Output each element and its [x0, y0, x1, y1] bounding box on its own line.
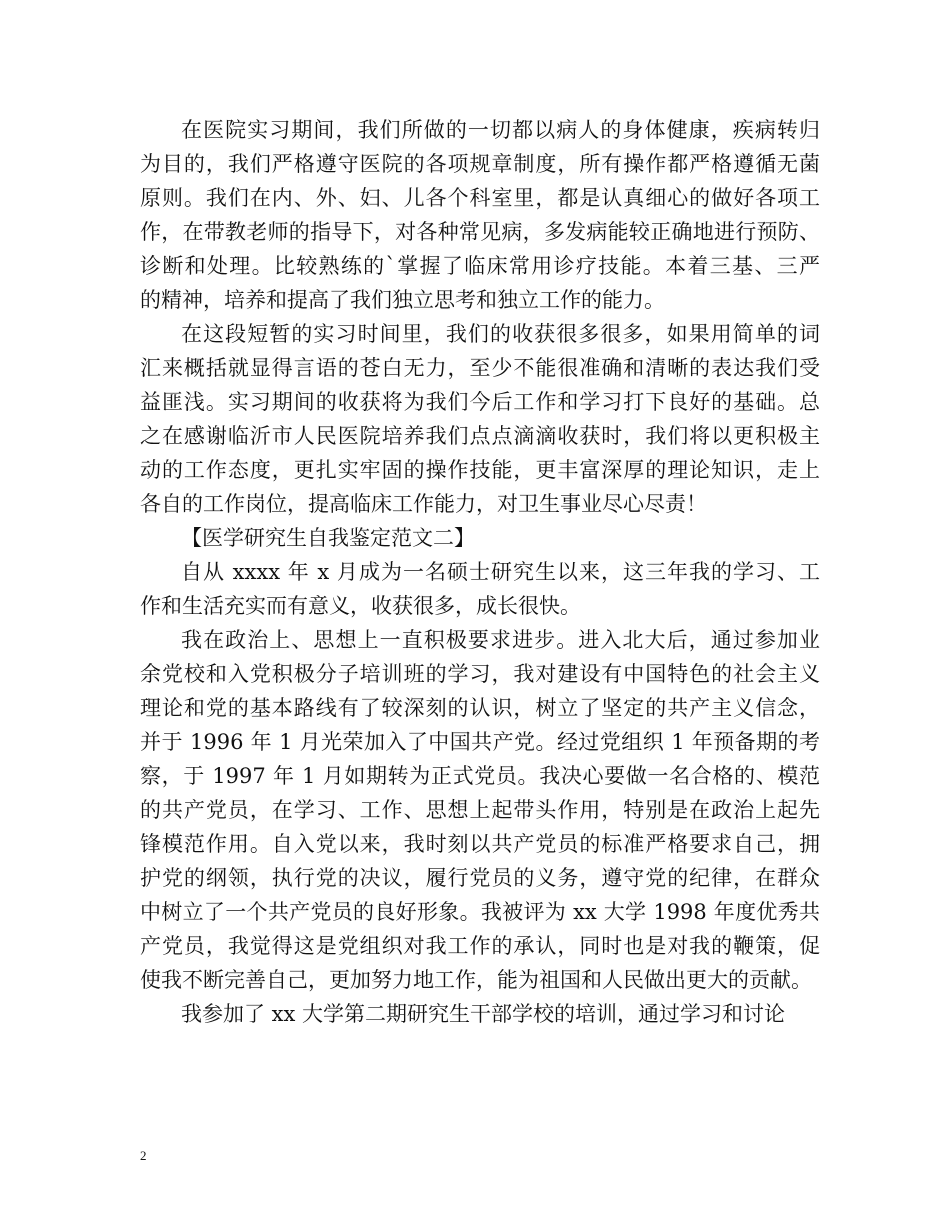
paragraph-line: 我在政治上、思想上一直积极要求进步。进入北大后，通过参加业 [181, 628, 820, 652]
paragraph-line: 动的工作态度，更扎实牢固的操作技能，更丰富深厚的理论知识，走上 [140, 458, 820, 482]
paragraph-line: 之在感谢临沂市人民医院培养我们点点滴滴收获时，我们将以更积极主 [140, 424, 820, 448]
paragraph-line: 各自的工作岗位，提高临床工作能力，对卫生事业尽心尽责！ [140, 492, 707, 516]
paragraph-line: 汇来概括就显得言语的苍白无力，至少不能很准确和清晰的表达我们受 [140, 356, 820, 380]
paragraph-line: 的精神，培养和提高了我们独立思考和独立工作的能力。 [140, 288, 665, 312]
paragraph-line: 护党的纲领，执行党的决议，履行党员的义务，遵守党的纪律，在群众 [140, 866, 820, 890]
paragraph-line: 理论和党的基本路线有了较深刻的认识，树立了坚定的共产主义信念， [140, 696, 820, 720]
paragraph-line: 我参加了 xx 大学第二期研究生干部学校的培训，通过学习和讨论 [181, 1002, 786, 1026]
section-heading: 【医学研究生自我鉴定范文二】 [181, 526, 475, 550]
paragraph-line: 在这段短暂的实习时间里，我们的收获很多很多，如果用简单的词 [181, 322, 820, 346]
paragraph-line: 自从 xxxx 年 x 月成为一名硕士研究生以来，这三年我的学习、工 [181, 560, 820, 584]
paragraph-line: 原则。我们在内、外、妇、儿各个科室里，都是认真细心的做好各项工 [140, 186, 820, 210]
paragraph-line: 使我不断完善自己，更加努力地工作，能为祖国和人民做出更大的贡献。 [140, 968, 812, 992]
paragraph-line: 在医院实习期间，我们所做的一切都以病人的身体健康，疾病转归 [181, 118, 820, 142]
paragraph-line: 锋模范作用。自入党以来，我时刻以共产党员的标准严格要求自己，拥 [140, 832, 820, 856]
paragraph-line: 的共产党员，在学习、工作、思想上起带头作用，特别是在政治上起先 [140, 798, 820, 822]
paragraph-line: 为目的，我们严格遵守医院的各项规章制度，所有操作都严格遵循无菌 [140, 152, 820, 176]
paragraph-line: 余党校和入党积极分子培训班的学习，我对建设有中国特色的社会主义 [140, 662, 820, 686]
paragraph-line: 作，在带教老师的指导下，对各种常见病，多发病能较正确地进行预防、 [140, 220, 820, 244]
paragraph-line: 益匪浅。实习期间的收获将为我们今后工作和学习打下良好的基础。总 [140, 390, 820, 414]
page-number: 2 [140, 1148, 147, 1163]
paragraph-line: 察，于 1997 年 1 月如期转为正式党员。我决心要做一名合格的、模范 [140, 764, 820, 788]
paragraph-line: 作和生活充实而有意义，收获很多，成长很快。 [140, 594, 581, 618]
paragraph-line: 中树立了一个共产党员的良好形象。我被评为 xx 大学 1998 年度优秀共 [140, 900, 820, 924]
paragraph-line: 产党员，我觉得这是党组织对我工作的承认，同时也是对我的鞭策，促 [140, 934, 820, 958]
paragraph-line: 并于 1996 年 1 月光荣加入了中国共产党。经过党组织 1 年预备期的考 [140, 730, 820, 754]
paragraph-line: 诊断和处理。比较熟练的`掌握了临床常用诊疗技能。本着三基、三严 [140, 254, 820, 278]
